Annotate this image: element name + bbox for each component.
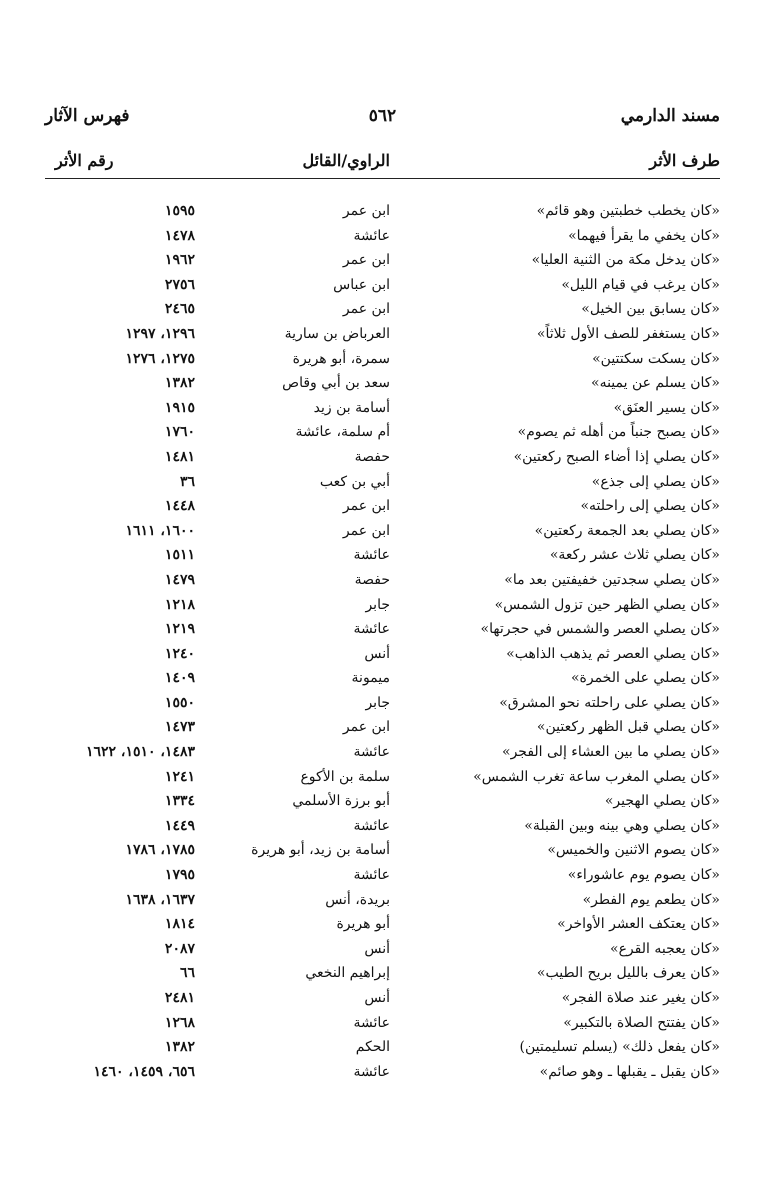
index-row: [45, 888, 720, 913]
page-number: ٥٦٢: [368, 106, 397, 126]
hadith-number: ١٧٦٠: [164, 424, 195, 441]
narrator: العرباض بن سارية: [284, 325, 390, 342]
hadith-number: ١٤٨١: [164, 448, 195, 465]
hadith-number: ١٧٩٥: [164, 867, 195, 884]
narrator: ابن عمر: [342, 719, 390, 736]
hadith-number: ٣٦: [179, 473, 195, 490]
hadith-number: ١٢١٩: [164, 621, 195, 638]
header-rule: [45, 178, 720, 179]
index-row: [45, 912, 720, 937]
hadith-number: ١٥٥٠: [164, 694, 195, 711]
index-row: [45, 642, 720, 667]
index-row: [45, 494, 720, 519]
hadith-number: ١٤٠٩: [164, 670, 195, 687]
hadith-number: ١٤٧٨: [164, 227, 195, 244]
index-row: [45, 470, 720, 495]
narrator: ابن عباس: [333, 276, 390, 293]
hadith-number: ١٣٨٢: [164, 1039, 195, 1056]
index-row: [45, 543, 720, 568]
index-row: [45, 593, 720, 618]
narrator: أنس: [364, 990, 390, 1006]
column-header-text: طرف الأثر: [649, 151, 720, 170]
index-table: [45, 199, 720, 1084]
index-row: [45, 789, 720, 814]
hadith-text: «كان يصلي المغرب ساعة تغرب الشمس»: [473, 768, 720, 785]
narrator: أبو هريرة: [336, 916, 390, 933]
index-row: [45, 445, 720, 470]
hadith-text: «كان يصلي الظهر حين تزول الشمس»: [494, 596, 720, 613]
hadith-number: ٢٤٨١: [164, 990, 195, 1006]
narrator: عائشة: [353, 1014, 390, 1031]
hadith-text: «كان يصلي إلى جذع»: [591, 473, 720, 490]
index-row: [45, 740, 720, 765]
narrator: جابر: [365, 596, 390, 613]
narrator: ابن عمر: [342, 301, 390, 318]
narrator: الحكم: [355, 1039, 390, 1056]
index-row: [45, 666, 720, 691]
index-row: [45, 863, 720, 888]
hadith-text: «كان يصوم الاثنين والخميس»: [547, 842, 720, 859]
index-row: [45, 322, 720, 347]
hadith-number: ١٢٧٥، ١٢٧٦: [125, 350, 195, 367]
narrator: عائشة: [353, 621, 390, 638]
narrator: حفصة: [354, 571, 390, 588]
hadith-text: «كان يصلي سجدتين خفيفتين بعد ما»: [504, 571, 720, 588]
hadith-text: «كان يصلي إذا أضاء الصبح ركعتين»: [513, 448, 720, 465]
hadith-number: ٦٥٦، ١٤٥٩، ١٤٦٠: [93, 1063, 195, 1080]
hadith-text: «كان يصلي على راحلته نحو المشرق»: [499, 694, 720, 711]
narrator: إبراهيم النخعي: [305, 965, 390, 982]
index-row: [45, 765, 720, 790]
index-row: [45, 838, 720, 863]
narrator: حفصة: [354, 448, 390, 465]
index-row: [45, 420, 720, 445]
hadith-number: ١٣٣٤: [164, 793, 195, 810]
narrator: ابن عمر: [342, 522, 390, 539]
narrator: أبو برزة الأسلمي: [292, 793, 390, 810]
narrator: ميمونة: [351, 670, 390, 687]
index-row: [45, 986, 720, 1011]
index-row: [45, 347, 720, 372]
hadith-number: ٢٠٨٧: [164, 940, 195, 957]
hadith-text: «كان يسابق بين الخيل»: [581, 301, 720, 318]
hadith-number: ١٥٩٥: [164, 203, 195, 219]
index-row: [45, 1060, 720, 1085]
hadith-number: ١٤٧٩: [164, 571, 195, 588]
index-row: [45, 937, 720, 962]
hadith-number: ١٤٤٨: [164, 498, 195, 515]
narrator: سمرة، أبو هريرة: [292, 350, 390, 367]
hadith-text: «كان يصلي بعد الجمعة ركعتين»: [534, 522, 720, 539]
hadith-text: «كان يفتتح الصلاة بالتكبير»: [563, 1014, 720, 1031]
hadith-number: ١٦٣٧، ١٦٣٨: [125, 891, 195, 908]
index-row: [45, 617, 720, 642]
hadith-text: «كان يصوم يوم عاشوراء»: [567, 867, 720, 884]
hadith-number: ١٢٤٠: [164, 645, 195, 662]
hadith-text: «كان يدخل مكة من الثنية العليا»: [531, 252, 720, 269]
hadith-text: «كان يسكت سكتتين»: [592, 350, 720, 367]
hadith-text: «كان يطعم يوم الفطر»: [582, 891, 720, 908]
hadith-number: ١٩٦٢: [164, 252, 195, 269]
narrator: سعد بن أبي وقاص: [282, 375, 390, 392]
narrator: أبي بن كعب: [319, 473, 390, 490]
narrator: ابن عمر: [342, 203, 390, 219]
column-headers: [45, 148, 720, 174]
hadith-number: ١٦٠٠، ١٦١١: [125, 522, 195, 539]
hadith-number: ٦٦: [179, 965, 195, 982]
narrator: عائشة: [353, 1063, 390, 1080]
hadith-text: «كان يخفي ما يقرأ فيهما»: [568, 227, 720, 244]
narrator: أسامة بن زيد: [313, 399, 390, 416]
narrator: أم سلمة، عائشة: [295, 424, 390, 441]
hadith-number: ١٩١٥: [164, 399, 195, 416]
hadith-text: «كان يخطب خطبتين وهو قائم»: [536, 203, 720, 219]
index-row: [45, 715, 720, 740]
narrator: عائشة: [353, 547, 390, 564]
hadith-text: «كان يصلي على الخمرة»: [570, 670, 720, 687]
index-row: [45, 224, 720, 249]
hadith-text: «كان يفعل ذلك» (يسلم تسليمتين): [519, 1039, 720, 1056]
hadith-text: «كان يصلي العصر ثم يذهب الذاهب»: [506, 645, 720, 662]
index-row: [45, 814, 720, 839]
index-row: [45, 961, 720, 986]
index-row: [45, 248, 720, 273]
narrator: عائشة: [353, 817, 390, 834]
running-head: [45, 103, 720, 129]
hadith-number: ١٢٩٦، ١٢٩٧: [125, 325, 195, 342]
hadith-text: «كان يصبح جنباً من أهله ثم يصوم»: [517, 424, 720, 441]
hadith-text: «كان يسير العنَق»: [613, 399, 720, 416]
index-row: [45, 1011, 720, 1036]
section-title: فهرس الآثار: [45, 106, 130, 126]
index-row: [45, 273, 720, 298]
index-row: [45, 691, 720, 716]
hadith-text: «كان يصلي ما بين العشاء إلى الفجر»: [502, 744, 720, 761]
narrator: عائشة: [353, 227, 390, 244]
narrator: بريدة، أنس: [325, 891, 390, 908]
narrator: عائشة: [353, 867, 390, 884]
hadith-number: ١٧٨٥، ١٧٨٦: [125, 842, 195, 859]
hadith-number: ١٤٨٣، ١٥١٠، ١٦٢٢: [85, 744, 195, 761]
hadith-text: «كان يرغب في قيام الليل»: [561, 276, 720, 293]
narrator: ابن عمر: [342, 498, 390, 515]
index-row: [45, 371, 720, 396]
hadith-text: «كان يصلي ثلاث عشر ركعة»: [549, 547, 720, 564]
hadith-text: «كان يصلي وهي بينه وبين القبلة»: [524, 817, 720, 834]
hadith-number: ١٥١١: [164, 547, 195, 564]
hadith-text: «كان يعرف بالليل بريح الطيب»: [536, 965, 720, 982]
hadith-text: «كان يصلي الهجير»: [604, 793, 720, 810]
hadith-text: «كان يغير عند صلاة الفجر»: [561, 990, 720, 1006]
index-row: [45, 519, 720, 544]
hadith-number: ١٤٤٩: [164, 817, 195, 834]
index-row: [45, 1035, 720, 1060]
hadith-number: ١٨١٤: [164, 916, 195, 933]
column-header-narrator: الراوي/القائل: [302, 151, 390, 170]
narrator: أنس: [364, 940, 390, 957]
narrator: عائشة: [353, 744, 390, 761]
hadith-number: ٢٤٦٥: [164, 301, 195, 318]
hadith-text: «كان يصلي إلى راحلته»: [580, 498, 720, 515]
hadith-number: ١٢٦٨: [164, 1014, 195, 1031]
column-header-number: رقم الأثر: [55, 151, 114, 170]
hadith-number: ١٢١٨: [164, 596, 195, 613]
hadith-number: ١٢٤١: [164, 768, 195, 785]
hadith-text: «كان يعتكف العشر الأواخر»: [557, 916, 720, 933]
hadith-number: ١٤٧٣: [164, 719, 195, 736]
narrator: أسامة بن زيد، أبو هريرة: [251, 842, 390, 859]
hadith-text: «كان يصلي قبل الظهر ركعتين»: [536, 719, 720, 736]
hadith-text: «كان يقبل ـ يقبلها ـ وهو صائم»: [539, 1063, 720, 1080]
hadith-text: «كان يصلي العصر والشمس في حجرتها»: [480, 621, 720, 638]
hadith-text: «كان يعجبه القرع»: [610, 940, 720, 957]
index-row: [45, 396, 720, 421]
index-row: [45, 199, 720, 224]
hadith-text: «كان يسلم عن يمينه»: [591, 375, 720, 392]
index-row: [45, 568, 720, 593]
narrator: جابر: [365, 694, 390, 711]
hadith-text: «كان يستغفر للصف الأول ثلاثاً»: [536, 325, 720, 342]
hadith-number: ١٣٨٢: [164, 375, 195, 392]
narrator: أنس: [364, 645, 390, 662]
hadith-number: ٢٧٥٦: [164, 276, 195, 293]
narrator: سلمة بن الأكوع: [300, 768, 390, 785]
narrator: ابن عمر: [342, 252, 390, 269]
index-row: [45, 297, 720, 322]
book-title: مسند الدارمي: [620, 106, 720, 126]
